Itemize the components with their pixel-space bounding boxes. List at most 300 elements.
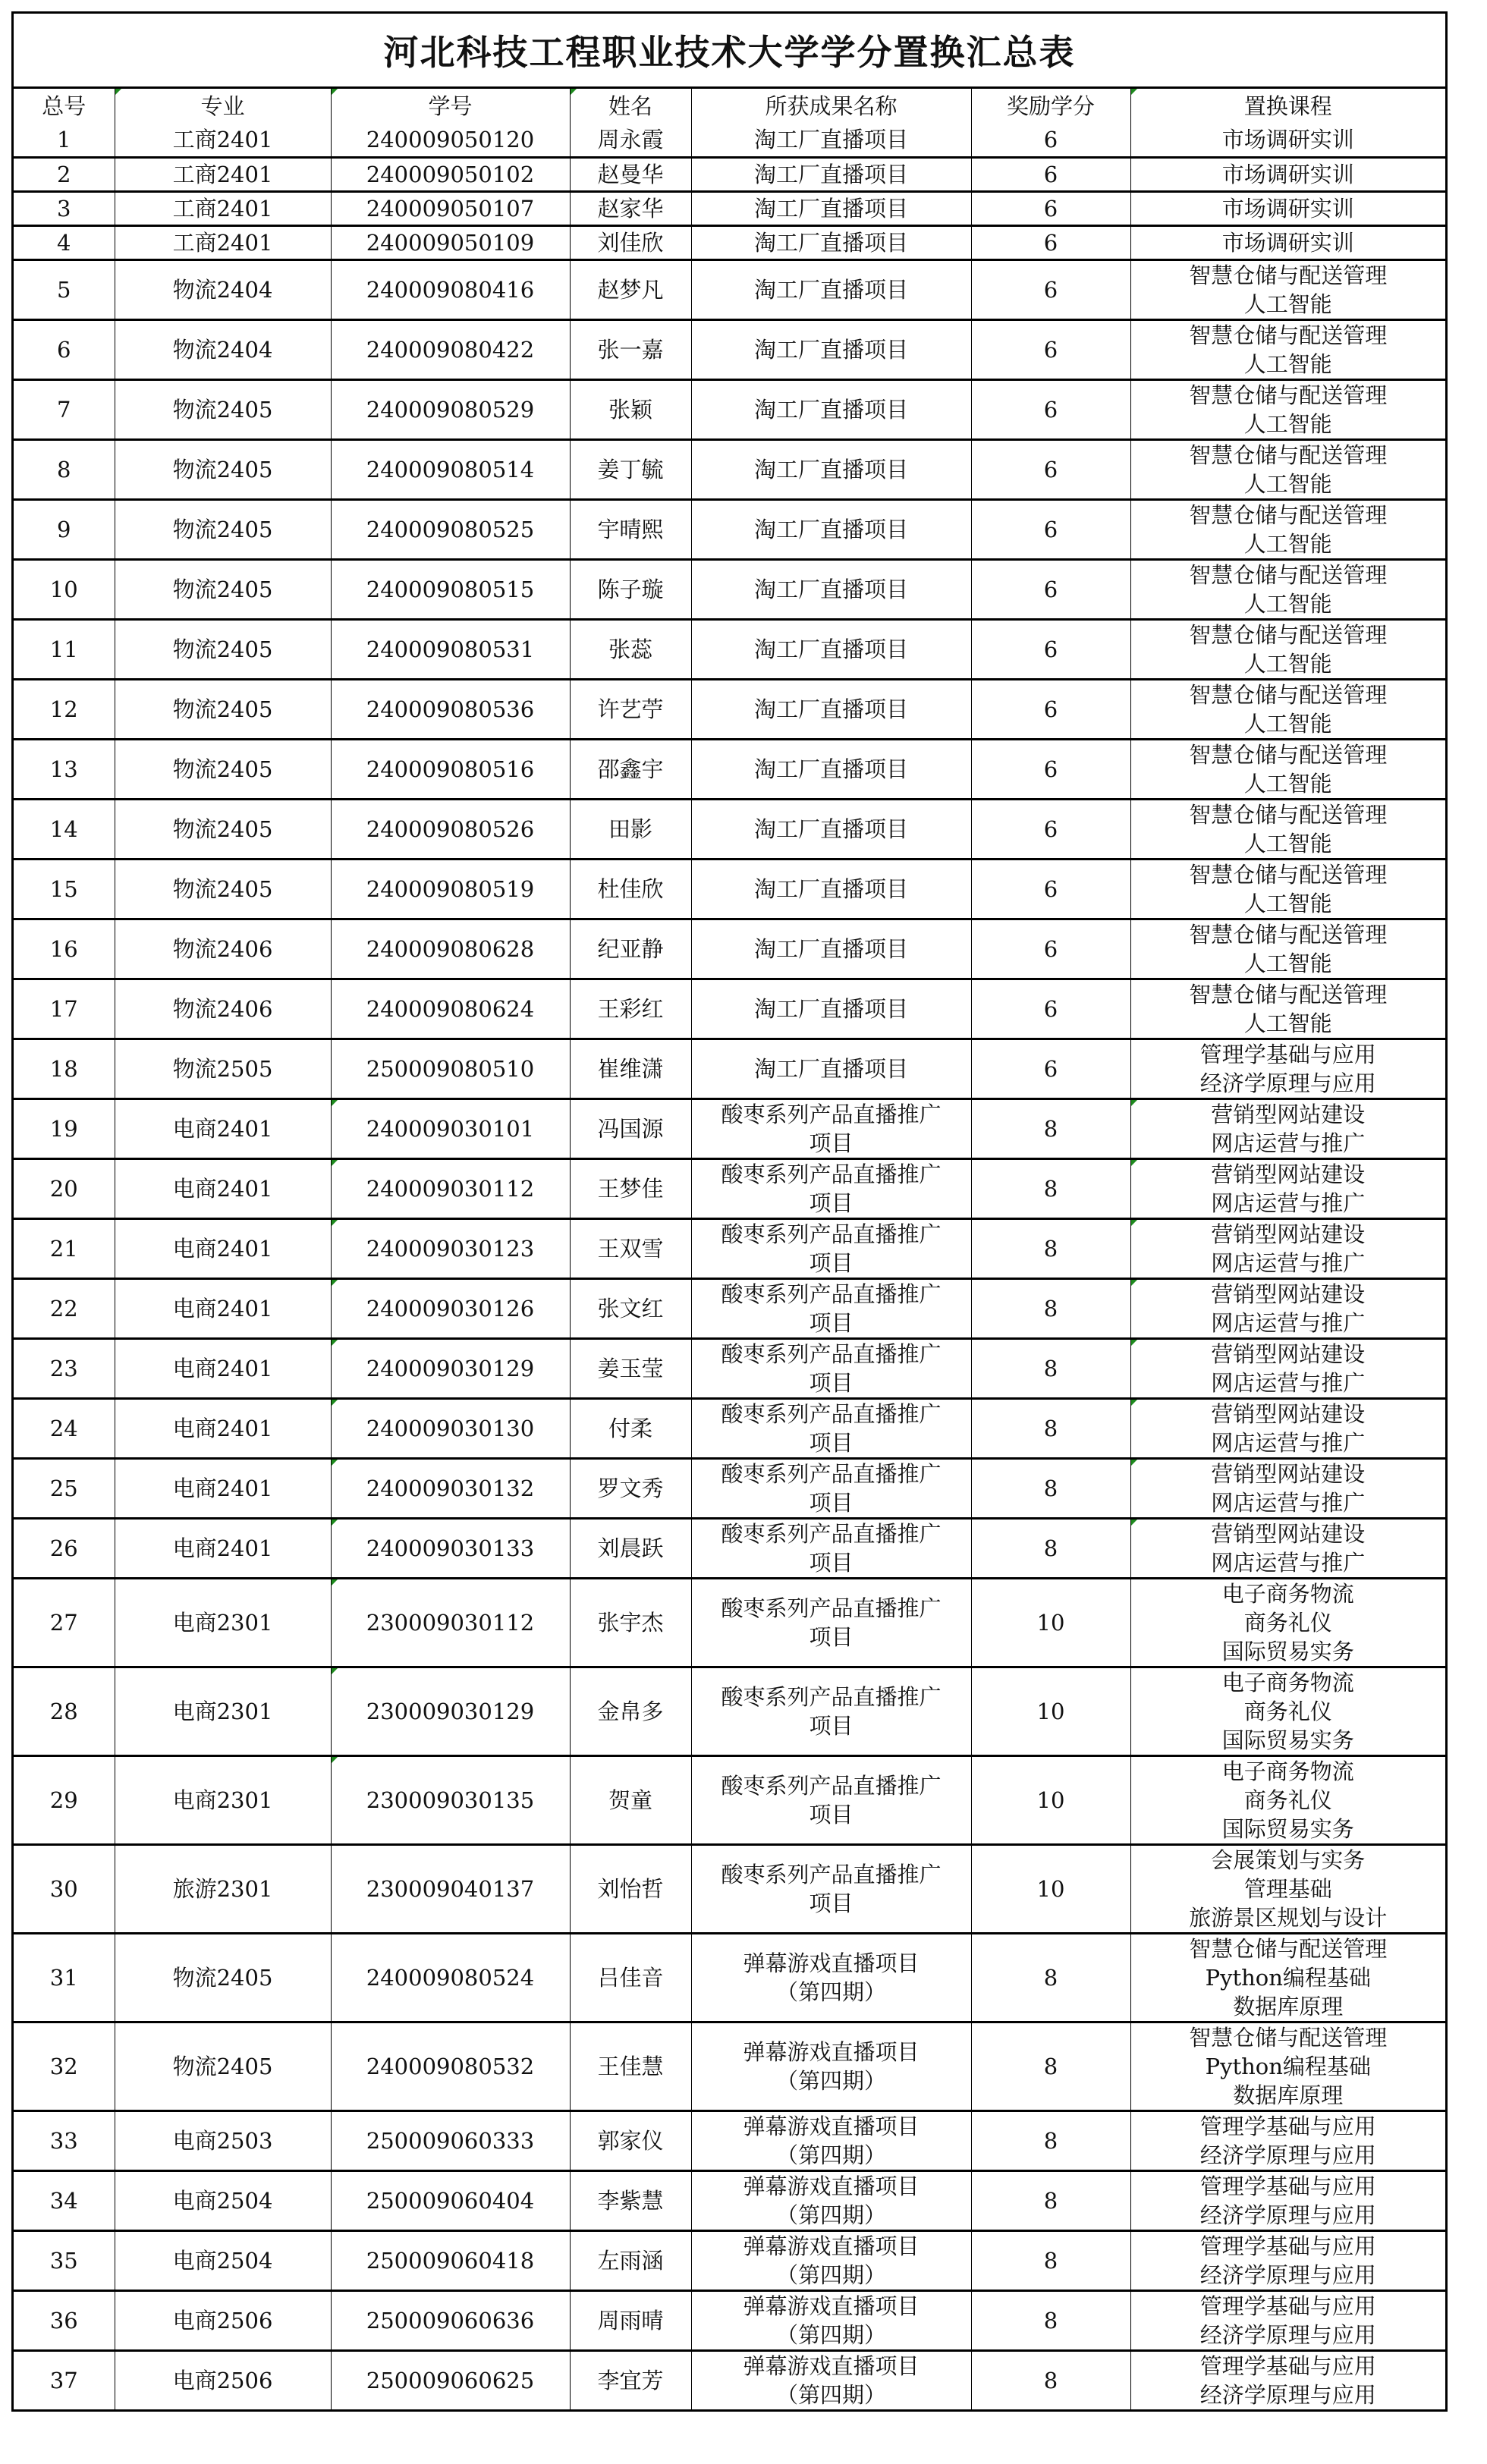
cell-credits: 8 [971,1218,1130,1278]
cell-no: 23 [49,1355,78,1381]
cell-achievement [691,123,971,157]
course-line: 人工智能 [1243,770,1332,797]
achievement-line: 弹幕游戏直播项目 [743,2113,920,2139]
cell-achievement [691,1039,971,1098]
cell-major: 电商2401 [115,1338,331,1398]
cell-courses [1130,2110,1445,2170]
cell-achievement [691,2170,971,2230]
achievement-line: 淘工厂直播项目 [753,995,908,1022]
cell-student-id: 240009080628 [331,919,570,979]
cell-no: 22 [49,1295,78,1322]
course-line: 营销型网站建设 [1211,1460,1366,1487]
course-line: 智慧仓储与配送管理 [1189,442,1388,468]
achievement-line: 淘工厂直播项目 [753,276,908,303]
cell-credits: 8 [971,2350,1130,2409]
course-line: 人工智能 [1243,530,1332,557]
cell-name: 罗文秀 [570,1458,691,1518]
cell-name: 王双雪 [570,1218,691,1278]
cell-achievement [691,259,971,319]
col-header-name: 姓名 [570,89,691,123]
cell-student-id: 240009030112 [331,1158,570,1218]
course-line: 智慧仓储与配送管理 [1189,921,1388,948]
achievement-line: （第四期） [775,2321,886,2348]
cell-achievement [691,1338,971,1398]
cell-major: 物流2405 [115,559,331,619]
cell-no: 30 [49,1875,78,1902]
cell-no: 21 [49,1235,78,1262]
course-line: 网店运营与推广 [1211,1130,1366,1156]
cell-name: 张宇杰 [570,1578,691,1667]
course-line: 智慧仓储与配送管理 [1189,681,1388,708]
cell-student-id: 240009080516 [331,739,570,799]
header-row [14,89,1445,123]
course-line: 营销型网站建设 [1211,1520,1366,1547]
col-header-courses: 置换课程 [1130,89,1445,123]
cell-student-id: 230009030129 [331,1667,570,1755]
cell-courses [1130,319,1445,379]
achievement-line: 弹幕游戏直播项目 [743,2173,920,2199]
cell-student-id: 240009050120 [331,123,570,157]
cell-name: 王佳慧 [570,2022,691,2110]
cell-name: 吕佳音 [570,1933,691,2022]
cell-credits: 8 [971,1338,1130,1398]
cell-student-id: 240009080416 [331,259,570,319]
credit-table [14,89,1445,2409]
course-line: 人工智能 [1243,470,1332,497]
achievement-line: 弹幕游戏直播项目 [743,2293,920,2319]
course-line: Python编程基础 [1205,2053,1371,2079]
course-line: 智慧仓储与配送管理 [1189,561,1388,588]
table-row [14,1398,1445,1458]
course-line: 智慧仓储与配送管理 [1189,741,1388,768]
course-line: 商务礼仪 [1243,1609,1332,1636]
cell-no: 8 [57,456,71,482]
table-row [14,2350,1445,2409]
cell-courses [1130,2230,1445,2290]
course-line: 市场调研实训 [1221,229,1354,256]
cell-credits: 8 [971,2230,1130,2290]
cell-student-id: 240009080524 [331,1933,570,2022]
achievement-line: 弹幕游戏直播项目 [743,2038,920,2065]
achievement-line: 酸枣系列产品直播推广 [721,1683,942,1710]
course-line: 网店运营与推广 [1211,1429,1366,1456]
cell-name: 纪亚静 [570,919,691,979]
table-row [14,1218,1445,1278]
course-line: 智慧仓储与配送管理 [1189,382,1388,408]
cell-no: 3 [57,195,71,222]
cell-name: 杜佳欣 [570,859,691,919]
cell-name: 贺童 [570,1755,691,1844]
cell-student-id: 240009080526 [331,799,570,859]
cell-credits: 6 [971,619,1130,679]
cell-student-id: 240009030123 [331,1218,570,1278]
sheet-title: 河北科技工程职业技术大学学分置换汇总表 [14,14,1445,89]
cell-name: 张文红 [570,1278,691,1338]
course-line: 市场调研实训 [1221,195,1354,222]
cell-student-id: 250009060418 [331,2230,570,2290]
cell-major: 电商2503 [115,2110,331,2170]
cell-achievement [691,379,971,439]
achievement-line: 酸枣系列产品直播推广 [721,1772,942,1799]
cell-no: 12 [49,696,78,722]
cell-no: 17 [49,995,78,1022]
cell-courses [1130,1278,1445,1338]
cell-major: 电商2301 [115,1667,331,1755]
achievement-line: 酸枣系列产品直播推广 [721,1460,942,1487]
cell-credits: 8 [971,2022,1130,2110]
table-row [14,2170,1445,2230]
cell-student-id: 250009060636 [331,2290,570,2350]
cell-courses [1130,1158,1445,1218]
cell-courses [1130,1218,1445,1278]
course-line: 智慧仓储与配送管理 [1189,501,1388,528]
achievement-line: 弹幕游戏直播项目 [743,2233,920,2259]
cell-major: 物流2405 [115,739,331,799]
cell-courses [1130,225,1445,259]
table-row [14,1667,1445,1755]
course-line: 营销型网站建设 [1211,1400,1366,1427]
cell-major: 电商2301 [115,1755,331,1844]
cell-student-id: 240009030133 [331,1518,570,1578]
cell-courses [1130,1844,1445,1933]
cell-major: 电商2301 [115,1578,331,1667]
achievement-line: 酸枣系列产品直播推广 [721,1861,942,1887]
cell-credits: 10 [971,1578,1130,1667]
cell-name: 宇晴熙 [570,499,691,559]
achievement-line: 酸枣系列产品直播推广 [721,1340,942,1367]
course-line: 数据库原理 [1233,2082,1344,2108]
cell-name: 刘晨跃 [570,1518,691,1578]
achievement-line: 淘工厂直播项目 [753,696,908,722]
cell-major: 物流2405 [115,619,331,679]
course-line: 经济学原理与应用 [1199,2261,1376,2288]
cell-courses [1130,1398,1445,1458]
achievement-line: 项目 [809,1549,854,1576]
achievement-line: 酸枣系列产品直播推广 [721,1595,942,1621]
cell-student-id: 230009040137 [331,1844,570,1933]
cell-no: 37 [49,2367,78,2393]
cell-major: 工商2401 [115,123,331,157]
cell-credits: 8 [971,1158,1130,1218]
col-header-no: 总号 [42,93,86,119]
cell-achievement [691,1518,971,1578]
table-row [14,619,1445,679]
cell-name: 邵鑫宇 [570,739,691,799]
cell-name: 王彩红 [570,979,691,1039]
cell-student-id: 240009080514 [331,439,570,499]
cell-no: 10 [49,576,78,602]
table-row [14,739,1445,799]
cell-courses [1130,1755,1445,1844]
course-line: 营销型网站建设 [1211,1101,1366,1127]
cell-courses [1130,2290,1445,2350]
achievement-line: （第四期） [775,2142,886,2168]
cell-achievement [691,1458,971,1518]
cell-courses [1130,259,1445,319]
cell-no: 7 [57,396,71,423]
course-line: 经济学原理与应用 [1199,2321,1376,2348]
cell-major: 物流2405 [115,799,331,859]
cell-student-id: 240009080519 [331,859,570,919]
course-line: 市场调研实训 [1221,161,1354,187]
cell-credits: 6 [971,979,1130,1039]
achievement-line: 淘工厂直播项目 [753,935,908,962]
col-header-student-id: 学号 [331,89,570,123]
achievement-line: 项目 [809,1130,854,1156]
table-row [14,1578,1445,1667]
achievement-line: 项目 [809,1712,854,1739]
achievement-line: 淘工厂直播项目 [753,396,908,423]
course-line: 管理基础 [1243,1875,1332,1902]
cell-achievement [691,1578,971,1667]
cell-name: 付柔 [570,1398,691,1458]
course-line: 人工智能 [1243,410,1332,437]
cell-student-id: 240009030101 [331,1098,570,1158]
cell-credits: 6 [971,739,1130,799]
cell-courses [1130,2170,1445,2230]
cell-achievement [691,439,971,499]
cell-major: 电商2401 [115,1458,331,1518]
cell-no: 20 [49,1175,78,1202]
table-row [14,799,1445,859]
cell-name: 崔维潇 [570,1039,691,1098]
achievement-line: 项目 [809,1429,854,1456]
achievement-line: 弹幕游戏直播项目 [743,2352,920,2379]
cell-name: 陈子璇 [570,559,691,619]
cell-name: 刘佳欣 [570,225,691,259]
cell-achievement [691,559,971,619]
table-row [14,1933,1445,2022]
cell-achievement [691,2110,971,2170]
course-line: 电子商务物流 [1221,1580,1354,1607]
achievement-line: 项目 [809,1309,854,1336]
cell-achievement [691,1398,971,1458]
course-line: 营销型网站建设 [1211,1161,1366,1187]
cell-major: 物流2405 [115,1933,331,2022]
achievement-line: 项目 [809,1890,854,1916]
course-line: 智慧仓储与配送管理 [1189,262,1388,288]
cell-student-id: 240009080529 [331,379,570,439]
table-row [14,259,1445,319]
cell-student-id: 240009030126 [331,1278,570,1338]
cell-no: 16 [49,935,78,962]
achievement-line: 项目 [809,1489,854,1516]
cell-credits: 6 [971,499,1130,559]
table-row [14,379,1445,439]
table-row [14,499,1445,559]
course-line: 国际贸易实务 [1221,1638,1354,1664]
cell-credits: 8 [971,1098,1130,1158]
cell-no: 33 [49,2127,78,2154]
cell-courses [1130,499,1445,559]
cell-courses [1130,1933,1445,2022]
cell-no: 31 [49,1964,78,1991]
table-row [14,2110,1445,2170]
course-line: Python编程基础 [1205,1964,1371,1991]
cell-courses [1130,379,1445,439]
cell-student-id: 240009080532 [331,2022,570,2110]
course-line: 营销型网站建设 [1211,1281,1366,1307]
cell-achievement [691,2350,971,2409]
achievement-line: 酸枣系列产品直播推广 [721,1400,942,1427]
cell-student-id: 230009030112 [331,1578,570,1667]
course-line: 网店运营与推广 [1211,1549,1366,1576]
cell-courses [1130,619,1445,679]
cell-achievement [691,679,971,739]
cell-name: 许艺苧 [570,679,691,739]
table-row [14,919,1445,979]
cell-student-id: 250009060404 [331,2170,570,2230]
cell-courses [1130,799,1445,859]
cell-name: 刘怡哲 [570,1844,691,1933]
cell-no: 19 [49,1115,78,1142]
achievement-line: 淘工厂直播项目 [753,816,908,842]
cell-major: 物流2406 [115,979,331,1039]
course-line: 市场调研实训 [1221,126,1354,152]
table-row [14,225,1445,259]
cell-credits: 8 [971,2290,1130,2350]
cell-no: 5 [57,276,71,303]
course-line: 人工智能 [1243,590,1332,617]
achievement-line: （第四期） [775,2202,886,2228]
cell-achievement [691,919,971,979]
cell-no: 9 [57,516,71,542]
cell-name: 赵曼华 [570,157,691,191]
cell-achievement [691,191,971,225]
cell-achievement [691,1755,971,1844]
cell-name: 赵家华 [570,191,691,225]
cell-achievement [691,1278,971,1338]
course-line: 电子商务物流 [1221,1758,1354,1784]
cell-no: 11 [49,636,78,662]
achievement-line: 酸枣系列产品直播推广 [721,1161,942,1187]
cell-no: 24 [49,1415,78,1441]
cell-achievement [691,1844,971,1933]
table-row [14,679,1445,739]
cell-achievement [691,2022,971,2110]
cell-student-id: 240009080422 [331,319,570,379]
cell-student-id: 250009060333 [331,2110,570,2170]
cell-major: 物流2405 [115,679,331,739]
achievement-line: 淘工厂直播项目 [753,456,908,482]
course-line: 智慧仓储与配送管理 [1189,861,1388,888]
cell-no: 13 [49,756,78,782]
table-row [14,2290,1445,2350]
cell-achievement [691,1158,971,1218]
cell-major: 物流2405 [115,379,331,439]
course-line: 网店运营与推广 [1211,1249,1366,1276]
cell-credits: 6 [971,191,1130,225]
cell-name: 张颖 [570,379,691,439]
table-row [14,1278,1445,1338]
cell-student-id: 240009030132 [331,1458,570,1518]
cell-courses [1130,919,1445,979]
cell-no: 32 [49,2053,78,2079]
cell-major: 电商2504 [115,2170,331,2230]
cell-student-id: 230009030135 [331,1755,570,1844]
course-line: 智慧仓储与配送管理 [1189,2024,1388,2051]
cell-name: 周永霞 [570,123,691,157]
cell-credits: 6 [971,919,1130,979]
cell-name: 田影 [570,799,691,859]
course-line: 商务礼仪 [1243,1787,1332,1813]
course-line: 网店运营与推广 [1211,1369,1366,1396]
table-row [14,191,1445,225]
cell-major: 工商2401 [115,191,331,225]
achievement-line: 项目 [809,1190,854,1216]
cell-achievement [691,1218,971,1278]
achievement-line: 淘工厂直播项目 [753,1055,908,1082]
cell-achievement [691,619,971,679]
cell-major: 电商2506 [115,2350,331,2409]
cell-credits: 6 [971,225,1130,259]
cell-name: 郭家仪 [570,2110,691,2170]
cell-credits: 6 [971,157,1130,191]
cell-student-id: 240009080531 [331,619,570,679]
course-line: 智慧仓储与配送管理 [1189,621,1388,648]
cell-no: 36 [49,2307,78,2334]
cell-achievement [691,979,971,1039]
cell-credits: 10 [971,1755,1130,1844]
table-row [14,319,1445,379]
course-line: 营销型网站建设 [1211,1221,1366,1247]
cell-courses [1130,1667,1445,1755]
achievement-line: 弹幕游戏直播项目 [743,1950,920,1976]
cell-credits: 8 [971,2110,1130,2170]
cell-name: 张一嘉 [570,319,691,379]
cell-achievement [691,739,971,799]
cell-major: 电商2401 [115,1158,331,1218]
course-line: 经济学原理与应用 [1199,2142,1376,2168]
achievement-line: 淘工厂直播项目 [753,229,908,256]
course-line: 智慧仓储与配送管理 [1189,981,1388,1007]
cell-courses [1130,679,1445,739]
course-line: 人工智能 [1243,350,1332,377]
achievement-line: （第四期） [775,1978,886,2005]
table-row [14,1844,1445,1933]
achievement-line: 淘工厂直播项目 [753,516,908,542]
course-line: 人工智能 [1243,710,1332,737]
course-line: 商务礼仪 [1243,1698,1332,1724]
achievement-line: 项目 [809,1369,854,1396]
cell-student-id: 240009030129 [331,1338,570,1398]
cell-courses [1130,2022,1445,2110]
cell-major: 电商2401 [115,1398,331,1458]
achievement-line: 淘工厂直播项目 [753,875,908,902]
cell-credits: 6 [971,123,1130,157]
cell-no: 28 [49,1698,78,1724]
table-row [14,1458,1445,1518]
cell-name: 金帛多 [570,1667,691,1755]
course-line: 人工智能 [1243,291,1332,317]
cell-major: 物流2505 [115,1039,331,1098]
cell-major: 电商2401 [115,1218,331,1278]
cell-name: 李宜芳 [570,2350,691,2409]
course-line: 经济学原理与应用 [1199,2202,1376,2228]
course-line: 网店运营与推广 [1211,1190,1366,1216]
course-line: 营销型网站建设 [1211,1340,1366,1367]
course-line: 人工智能 [1243,1010,1332,1036]
cell-courses [1130,1039,1445,1098]
cell-credits: 6 [971,679,1130,739]
cell-no: 35 [49,2247,78,2274]
cell-name: 姜丁毓 [570,439,691,499]
cell-no: 34 [49,2187,78,2214]
cell-major: 电商2401 [115,1098,331,1158]
course-line: 管理学基础与应用 [1199,1041,1376,1067]
credit-replacement-sheet [11,11,1448,2412]
cell-courses [1130,1578,1445,1667]
